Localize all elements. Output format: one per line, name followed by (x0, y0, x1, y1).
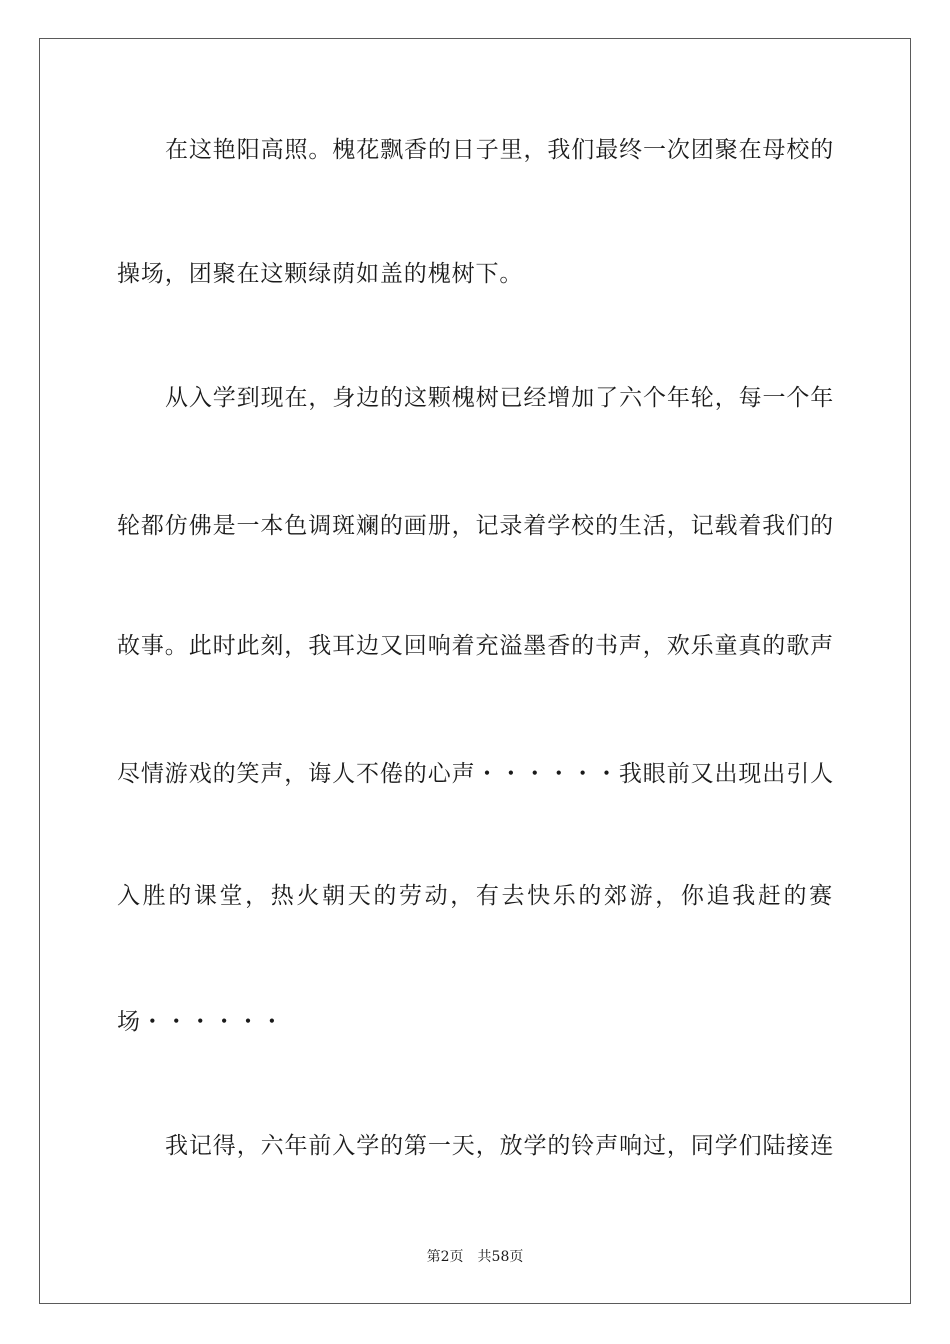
paragraph-2-line-3: 故事。此时此刻，我耳边又回响着充溢墨香的书声，欢乐童真的歌声 (117, 633, 834, 659)
paragraph-2-line-2: 轮都仿佛是一本色调斑斓的画册，记录着学校的生活，记载着我们的 (117, 513, 834, 539)
paragraph-2-line-4: 尽情游戏的笑声，诲人不倦的心声・・・・・・我眼前又出现出引人 (117, 761, 834, 787)
page-number: 第2页 (426, 1249, 464, 1265)
paragraph-1-line-2: 操场，团聚在这颗绿荫如盖的槐树下。 (117, 261, 524, 287)
paragraph-1-line-1: 在这艳阳高照。槐花飘香的日子里，我们最终一次团聚在母校的 (165, 137, 835, 163)
paragraph-2-line-5: 入胜的课堂，热火朝天的劳动，有去快乐的郊游，你追我赶的赛 (117, 883, 833, 909)
page-footer (0, 1248, 950, 1266)
paragraph-3-line-1: 我记得，六年前入学的第一天，放学的铃声响过，同学们陆接连 (165, 1133, 835, 1159)
paragraph-2-line-6: 场・・・・・・ (117, 1009, 285, 1035)
page-total: 共58页 (477, 1249, 524, 1265)
paragraph-2-line-1: 从入学到现在，身边的这颗槐树已经增加了六个年轮，每一个年 (165, 385, 835, 411)
page-border (39, 38, 911, 1304)
